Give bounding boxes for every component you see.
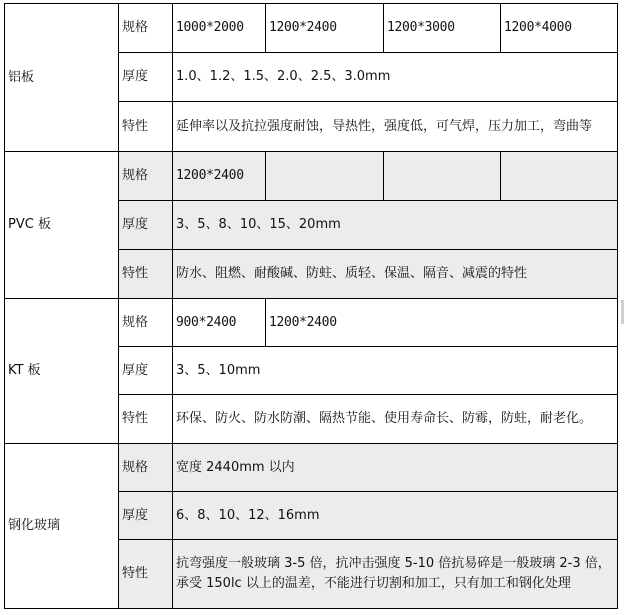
features-value: 延伸率以及抗拉强度耐蚀，导热性，强度低，可气焊，压力加工，弯曲等 <box>173 102 618 152</box>
spec-label: 规格 <box>119 152 173 201</box>
features-label: 特性 <box>119 102 173 152</box>
spec-cell: 1200*4000 <box>501 4 618 53</box>
features-label: 特性 <box>119 540 173 609</box>
spec-cell: 宽度 2440mm 以内 <box>173 444 618 492</box>
material-name-aluminum: 铝板 <box>5 4 119 152</box>
spec-cell: 1200*2400 <box>266 299 618 347</box>
thickness-label: 厚度 <box>119 492 173 540</box>
spec-cell <box>266 152 384 201</box>
thickness-value: 3、5、8、10、15、20mm <box>173 201 618 250</box>
spec-cell <box>501 152 618 201</box>
spec-label: 规格 <box>119 299 173 347</box>
thickness-value: 1.0、1.2、1.5、2.0、2.5、3.0mm <box>173 53 618 102</box>
pvc-spec-row <box>5 152 618 201</box>
spec-cell: 900*2400 <box>173 299 266 347</box>
spec-cell: 1200*2400 <box>173 152 266 201</box>
features-label: 特性 <box>119 250 173 299</box>
material-name-pvc: PVC 板 <box>5 152 119 299</box>
spec-cell: 1200*3000 <box>384 4 501 53</box>
thickness-label: 厚度 <box>119 347 173 395</box>
material-name-tempered-glass: 钢化玻璃 <box>5 444 119 609</box>
glass-spec-row <box>5 444 618 492</box>
aluminum-spec-row <box>5 4 618 53</box>
thickness-value: 3、5、10mm <box>173 347 618 395</box>
features-value: 环保、防火、防水防潮、隔热节能、使用寿命长、防霉，防蛀，耐老化。 <box>173 395 618 444</box>
kt-spec-row <box>5 299 618 347</box>
material-name-kt: KT 板 <box>5 299 119 444</box>
materials-spec-table <box>4 3 618 609</box>
thickness-label: 厚度 <box>119 201 173 250</box>
features-label: 特性 <box>119 395 173 444</box>
spec-cell: 1000*2000 <box>173 4 266 53</box>
spec-cell: 1200*2400 <box>266 4 384 53</box>
features-value: 防水、阻燃、耐酸碱、防蛀、质轻、保温、隔音、减震的特性 <box>173 250 618 299</box>
features-value: 抗弯强度一般玻璃 3-5 倍，抗冲击强度 5-10 倍抗易碎是一般玻璃 2-3 倍，承受 150lc 以上的温差，不能进行切割和加工，只有加工和钢化处理 <box>173 540 618 609</box>
thickness-value: 6、8、10、12、16mm <box>173 492 618 540</box>
thickness-label: 厚度 <box>119 53 173 102</box>
spec-cell <box>384 152 501 201</box>
spec-label: 规格 <box>119 4 173 53</box>
spec-label: 规格 <box>119 444 173 492</box>
